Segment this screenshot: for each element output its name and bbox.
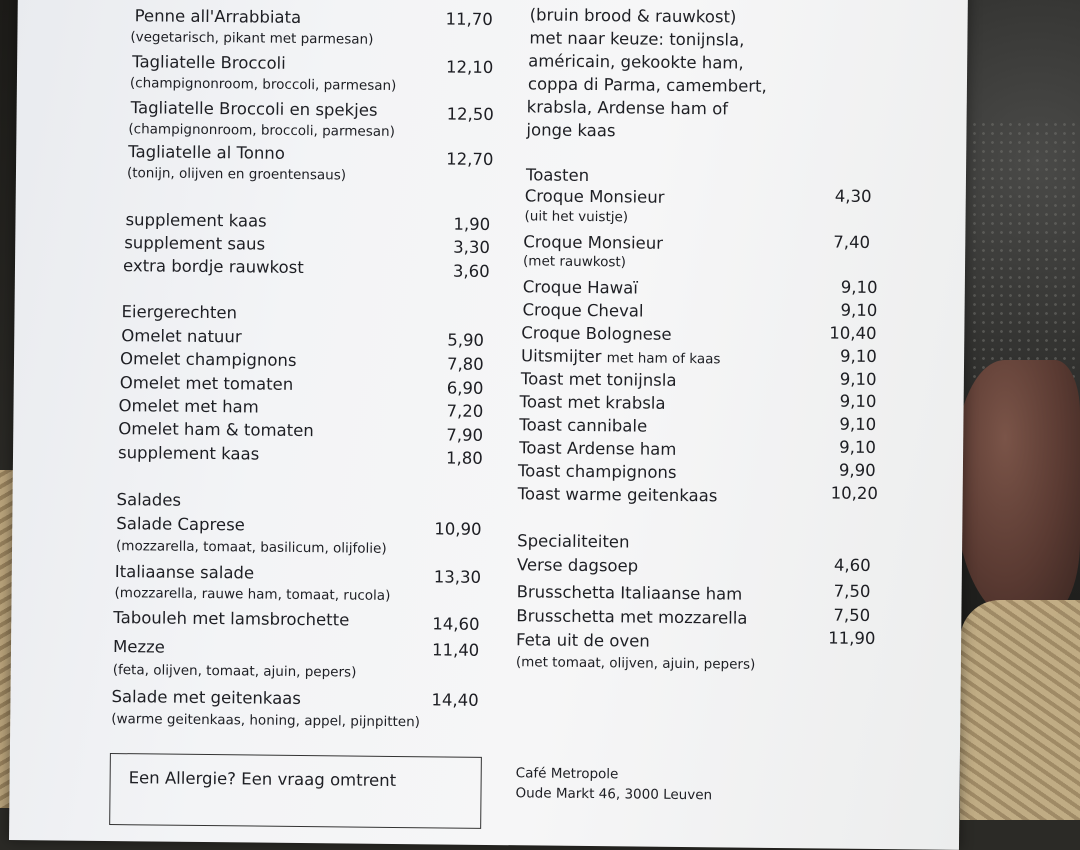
- menu-item-desc: (met rauwkost): [522, 253, 627, 271]
- menu-item-name: Toast cannibale: [519, 415, 648, 436]
- menu-item-price: 1,80: [445, 448, 483, 468]
- menu-item-price: 7,20: [446, 401, 484, 421]
- menu-item-price: 7,80: [446, 354, 484, 374]
- menu-item-price: 9,10: [839, 437, 877, 458]
- menu-item-desc: (tonijn, olijven en groentensaus): [126, 165, 347, 184]
- footer-address: Oude Markt 46, 3000 Leuven: [515, 785, 713, 804]
- menu-item-name: Mezze: [112, 637, 165, 657]
- menu-item-price: 12,10: [446, 57, 494, 77]
- menu-item-name: Croque Monsieur: [523, 232, 664, 253]
- menu-item-name: Toast champignons: [517, 461, 677, 482]
- menu-item-name: Omelet met ham: [118, 396, 259, 417]
- menu-item-desc: (warme geitenkaas, honing, appel, pijnpitten): [111, 711, 421, 731]
- foot-photo: [955, 360, 1080, 620]
- menu-item-price: 4,30: [834, 186, 872, 206]
- menu-item-name: Tagliatelle al Tonno: [128, 142, 286, 163]
- menu-item-price: 10,90: [434, 519, 482, 539]
- section-title-salades: Salades: [116, 490, 182, 510]
- menu-item-name: Toast met krabsla: [519, 392, 666, 413]
- allergy-text: Een Allergie? Een vraag omtrent: [128, 768, 397, 791]
- menu-item-price: 10,20: [830, 483, 879, 504]
- menu-item-name: Brusschetta Italiaanse ham: [516, 582, 743, 604]
- menu-item-price: 13,30: [433, 567, 482, 587]
- menu-item-name: Verse dagsoep: [516, 555, 639, 576]
- menu-item-price: 9,10: [839, 391, 877, 412]
- menu-item-name: Croque Cheval: [522, 300, 644, 321]
- menu-item-price: 11,40: [431, 640, 480, 660]
- sandwich-desc-line: (bruin brood & rauwkost): [529, 5, 737, 27]
- supplement-name: supplement saus: [124, 233, 266, 254]
- menu-item-price: 11,70: [445, 9, 493, 29]
- supplement-price: 3,30: [453, 237, 491, 257]
- menu-item-price: 14,40: [431, 690, 479, 710]
- menu-item-name: Omelet ham & tomaten: [118, 419, 314, 441]
- menu-item-price: 7,50: [833, 581, 871, 601]
- section-title-toasten: Toasten: [525, 165, 590, 185]
- menu-item-price: 9,10: [840, 300, 878, 321]
- supplement-price: 1,90: [453, 214, 491, 234]
- sandwich-desc-line: américain, gekookte ham,: [528, 51, 744, 73]
- menu-item-price: 7,40: [833, 232, 871, 252]
- menu-item-price: 9,10: [840, 277, 878, 298]
- menu-item-name: Salade met geitenkaas: [111, 687, 302, 709]
- menu-item-name: Penne all'Arrabbiata: [134, 6, 302, 27]
- menu-item-price: 11,90: [828, 628, 876, 649]
- menu-item-price: 9,10: [840, 346, 877, 367]
- menu-item-price: 7,90: [446, 425, 484, 445]
- sandwich-desc-line: met naar keuze: tonijnsla,: [529, 28, 745, 50]
- menu-item-desc: (champignonroom, broccoli, parmesan): [128, 121, 395, 140]
- menu-item-price: 14,60: [432, 614, 480, 634]
- menu-paper: [9, 0, 968, 850]
- menu-item-name: Italiaanse salade: [114, 562, 255, 583]
- menu-item-desc: (mozzarella, rauwe ham, tomaat, rucola): [114, 585, 391, 604]
- menu-item-price: 7,50: [833, 605, 871, 625]
- footer-cafe-name: Café Metropole: [515, 765, 619, 783]
- section-title-eiergerechten: Eiergerechten: [121, 302, 238, 323]
- menu-item-name: Tabouleh met lamsbrochette: [113, 608, 350, 630]
- allergy-box: [109, 753, 482, 829]
- sandwich-desc-line: coppa di Parma, camembert,: [527, 74, 767, 96]
- menu-item-desc: (feta, olijven, tomaat, ajuin, pepers): [112, 662, 357, 681]
- menu-item-name: supplement kaas: [117, 443, 260, 464]
- supplement-price: 3,60: [452, 261, 490, 281]
- sandwich-desc-line: krabsla, Ardense ham of: [526, 97, 729, 119]
- menu-item-price: 9,10: [839, 369, 877, 390]
- menu-item-price: 10,40: [829, 323, 877, 344]
- menu-item-desc: (mozzarella, tomaat, basilicum, olijfolie): [115, 538, 387, 557]
- menu-item-desc: (vegetarisch, pikant met parmesan): [130, 29, 374, 48]
- menu-item-name: Toast warme geitenkaas: [517, 484, 718, 506]
- menu-item-desc: (champignonroom, broccoli, parmesan): [129, 75, 397, 94]
- menu-item-suffix: met ham of kaas: [606, 350, 721, 368]
- supplement-name: extra bordje rauwkost: [122, 256, 304, 278]
- menu-item-name: Omelet champignons: [119, 349, 297, 370]
- menu-item-price: 5,90: [447, 330, 485, 350]
- menu-item-name: Salade Caprese: [116, 514, 245, 535]
- menu-item-price: 9,90: [838, 460, 876, 481]
- menu-item-price: 12,50: [446, 104, 494, 124]
- menu-item-name: Toast met tonijnsla: [520, 369, 677, 390]
- menu-item-name: Tagliatelle Broccoli en spekjes: [130, 98, 378, 120]
- section-title-specialiteiten: Specialiteiten: [517, 531, 630, 552]
- menu-item-name: Feta uit de oven: [516, 630, 650, 651]
- menu-item-name: Croque Monsieur: [524, 186, 665, 207]
- menu-item-name: Uitsmijter met ham of kaas: [520, 346, 721, 368]
- menu-item-price: 6,90: [446, 378, 484, 398]
- menu-item-name: Omelet met tomaten: [119, 373, 294, 394]
- menu-item-price: 9,10: [839, 414, 877, 435]
- sandwich-desc-line: jonge kaas: [526, 120, 616, 141]
- menu-item-name: Croque Hawaï: [522, 277, 638, 298]
- wicker-chair: [960, 600, 1080, 820]
- menu-item-price: 12,70: [446, 149, 494, 169]
- menu-item-name: Brusschetta met mozzarella: [516, 606, 748, 628]
- menu-item-name: Omelet natuur: [121, 326, 242, 347]
- menu-item-price: 4,60: [833, 555, 871, 575]
- supplement-name: supplement kaas: [125, 210, 267, 231]
- menu-item-desc: (uit het vuistje): [524, 208, 629, 226]
- menu-item-desc: (met tomaat, olijven, ajuin, pepers): [515, 654, 756, 673]
- menu-item-name: Toast Ardense ham: [519, 438, 677, 459]
- menu-item-name: Tagliatelle Broccoli: [132, 52, 286, 73]
- menu-item-name: Croque Bolognese: [521, 323, 672, 344]
